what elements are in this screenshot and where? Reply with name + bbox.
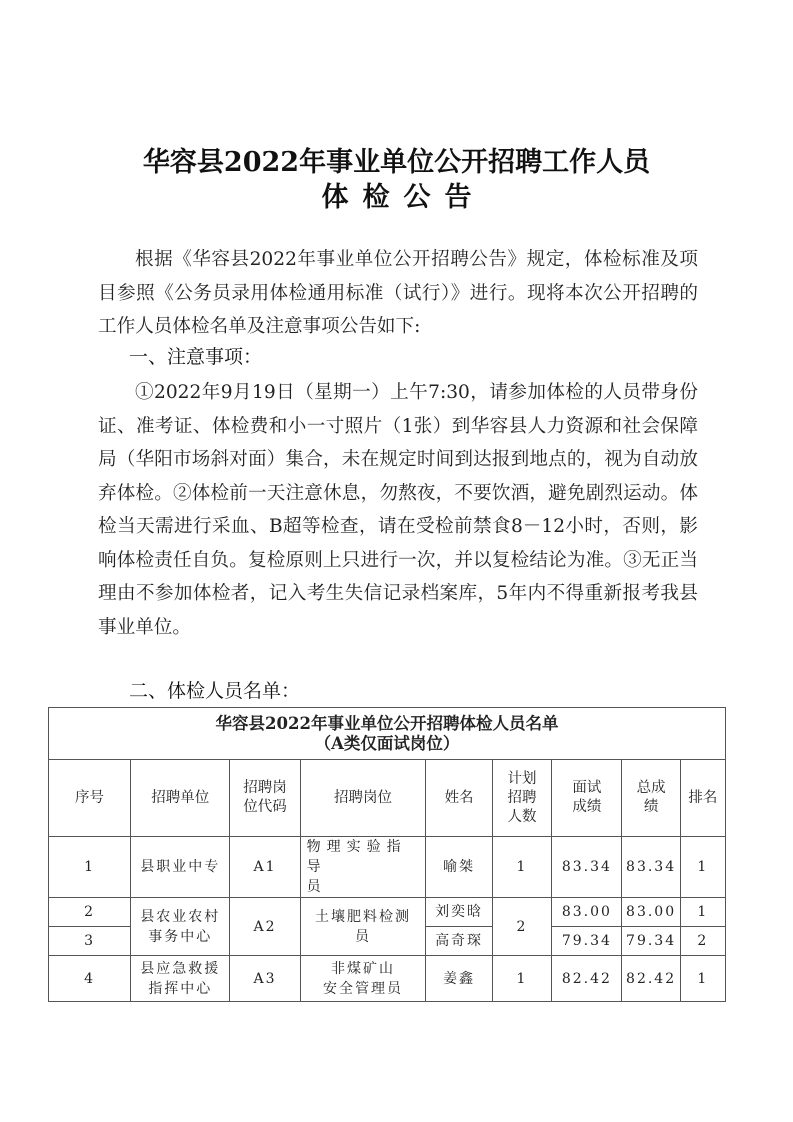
header-code-l2: 位代码 (243, 799, 287, 815)
cell-unit-l2: 事务中心 (148, 928, 213, 945)
header-interview-l1: 面试 (572, 780, 602, 796)
cell-rank: 1 (680, 837, 725, 898)
header-code-l1: 招聘岗 (243, 780, 287, 796)
cell-name: 姜鑫 (426, 956, 492, 1002)
cell-position-l1: 土壤肥料检测 (315, 908, 412, 925)
cell-interview: 83.34 (552, 837, 622, 898)
table-row (49, 898, 726, 927)
cell-position-l2: 安全管理员 (323, 980, 404, 997)
header-plan-l1: 计划 (507, 770, 537, 787)
cell-total: 82.42 (622, 956, 680, 1002)
cell-seq: 4 (49, 956, 131, 1002)
header-total (622, 760, 680, 837)
header-plan (492, 760, 552, 837)
cell-unit: 县职业中专 (131, 837, 230, 898)
header-total-l2: 绩 (643, 799, 659, 815)
cell-unit (131, 898, 230, 956)
cell-name: 喻桀 (426, 837, 492, 898)
header-unit: 招聘单位 (131, 760, 230, 837)
table-caption-line2: （A类仅面试岗位） (314, 733, 460, 753)
header-interview-l2: 成绩 (572, 799, 602, 815)
document-title: 华容县2022年事业单位公开招聘工作人员 (142, 147, 651, 178)
cell-unit (131, 956, 230, 1002)
header-seq: 序号 (49, 760, 131, 837)
cell-position-l2: 员 (355, 928, 372, 945)
header-total-l1: 总成 (636, 780, 666, 796)
notes-paragraph: ①2022年9月19日（星期一）上午7:30，请参加体检的人员带身份证、准考证、体检费和小一寸照片（1张）到华容县人力资源和社会保障局（华阳市场斜对面）集合，未在规定时间到达报到地点的，视为自动放弃体检。②体检前一天注意休息，勿熬夜，不要饮酒，避免剧烈运动。体检当天需进行采血、B超等检查，请在受检前禁食8－12小时，否则，影响体检责任自负。复检原则上只进行一次，并以复检结论为准。③无正当理由不参加体检者，记入考生失信记录档案库，5年内不得重新报考我县事业单位。 (98, 382, 698, 638)
cell-name: 刘奕晗 (426, 898, 492, 927)
cell-plan: 1 (492, 956, 552, 1002)
cell-code: A3 (230, 956, 300, 1002)
cell-position-l2: 员 (306, 879, 327, 895)
table-caption-line1: 华容县2022年事业单位公开招聘体检人员名单 (215, 713, 559, 733)
cell-interview: 79.34 (552, 927, 622, 956)
exam-list-table (48, 707, 726, 1002)
cell-interview: 82.42 (552, 956, 622, 1002)
cell-name: 高奇琛 (426, 927, 492, 956)
header-plan-l3: 人数 (507, 808, 537, 825)
cell-unit-l1: 县农业农村 (140, 908, 221, 925)
cell-position (300, 898, 426, 956)
document-subtitle: 体检公告 (321, 182, 486, 213)
cell-code: A2 (230, 898, 300, 956)
cell-rank: 1 (680, 898, 725, 927)
header-name: 姓名 (426, 760, 492, 837)
cell-unit-l1: 县应急救援 (140, 960, 221, 977)
cell-total: 83.34 (622, 837, 680, 898)
cell-position (300, 837, 426, 898)
table-row (49, 956, 726, 1002)
cell-seq: 1 (49, 837, 131, 898)
cell-rank: 2 (680, 927, 725, 956)
table-row (49, 837, 726, 898)
table-header-row (49, 760, 726, 837)
cell-unit-l2: 指挥中心 (148, 980, 213, 997)
cell-total: 79.34 (622, 927, 680, 956)
cell-seq: 3 (49, 927, 131, 956)
section-heading-list: 二、体检人员名单： (129, 680, 301, 702)
header-position: 招聘岗位 (300, 760, 426, 837)
header-code (230, 760, 300, 837)
cell-rank: 1 (680, 956, 725, 1002)
cell-seq: 2 (49, 898, 131, 927)
header-plan-l2: 招聘 (507, 789, 537, 806)
cell-interview: 83.00 (552, 898, 622, 927)
section-heading-notes: 一、注意事项： (129, 346, 263, 368)
header-interview (552, 760, 622, 837)
intro-paragraph: 根据《华容县2022年事业单位公开招聘公告》规定，体检标准及项目参照《公务员录用体检通用标准（试行）》进行。现将本次公开招聘的工作人员体检名单及注意事项公告如下: (98, 249, 698, 337)
cell-code: A1 (230, 837, 300, 898)
table-caption (49, 708, 726, 760)
cell-plan: 1 (492, 837, 552, 898)
cell-plan: 2 (492, 898, 552, 956)
cell-position (300, 956, 426, 1002)
cell-position-l1: 非煤矿山 (331, 960, 396, 977)
header-rank: 排名 (680, 760, 725, 837)
cell-total: 83.00 (622, 898, 680, 927)
cell-position-l1: 物理实验指导 (306, 839, 407, 875)
